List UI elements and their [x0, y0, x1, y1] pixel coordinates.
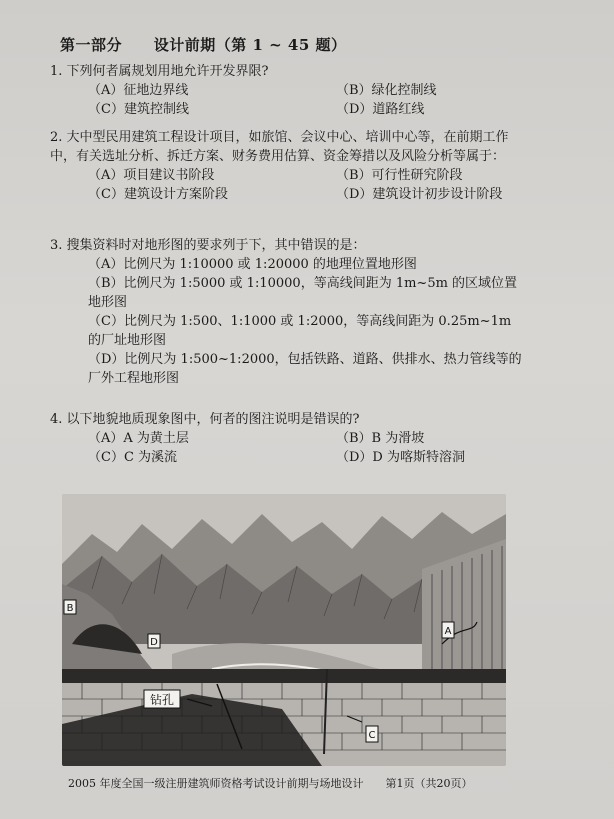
question-4: [50, 410, 584, 467]
svg-text:钻孔: 钻孔: [149, 693, 175, 707]
part-label: 第一部分: [60, 36, 123, 54]
option-a: （A）项目建议书阶段: [88, 168, 215, 183]
question-stem: 3. 搜集资料时对地形图的要求列于下，其中错误的是：: [50, 238, 366, 253]
section-heading: [60, 34, 373, 55]
label-a: [442, 622, 454, 638]
question-2: [50, 128, 584, 204]
question-1: [50, 62, 584, 119]
part-title: 设计前期（第 1 ~ 45 题）: [153, 36, 347, 54]
option-a: （A）A 为黄土层: [88, 431, 189, 446]
label-b: [64, 600, 76, 614]
option-b: （B）绿化控制线: [336, 83, 437, 98]
option-d: （D）D 为喀斯特溶洞: [336, 450, 465, 465]
option-b: （B）B 为滑坡: [336, 431, 425, 446]
figure-labels: [62, 494, 506, 766]
label-c: [366, 726, 378, 742]
option-list: [88, 255, 528, 388]
question-stem: 1. 下列何者属规划用地允许开发界限?: [50, 64, 269, 79]
option-grid: [88, 166, 584, 204]
option-b: （B）可行性研究阶段: [336, 168, 463, 183]
page-footer: 2005 年度全国一级注册建筑师资格考试设计前期与场地设计 第1页（共20页）: [68, 777, 473, 790]
svg-text:D: D: [150, 637, 158, 648]
question-stem: 2. 大中型民用建筑工程设计项目，如旅馆、会议中心、培训中心等，在前期工作中，有关选址分析、拆迁方案、财务费用估算、资金筹措以及风险分析等属于：: [50, 130, 509, 164]
question-3: [50, 236, 528, 388]
option-d: （D）道路红线: [336, 102, 425, 117]
option-c: （C）比例尺为 1:500、1:1000 或 1:2000，等高线间距为 0.25m~1m 的厂址地形图: [88, 314, 512, 348]
option-d: （D）建筑设计初步设计阶段: [336, 187, 503, 202]
svg-text:B: B: [66, 603, 74, 614]
label-drill: [144, 690, 180, 708]
option-a: （A）比例尺为 1:10000 或 1:20000 的地理位置地形图: [88, 257, 417, 272]
option-grid: [88, 81, 584, 119]
option-d: （D）比例尺为 1:500~1:2000，包括铁路、道路、供排水、热力管线等的厂外工程地形图: [88, 352, 522, 386]
geology-figure: [62, 494, 506, 766]
question-stem: 4. 以下地貌地质现象图中，何者的图注说明是错误的?: [50, 412, 360, 427]
option-a: （A）征地边界线: [88, 83, 189, 98]
svg-text:C: C: [368, 730, 376, 741]
option-c: （C）建筑控制线: [88, 102, 189, 117]
option-b: （B）比例尺为 1:5000 或 1:10000，等高线间距为 1m~5m 的区域位置地形图: [88, 276, 518, 310]
option-grid: [88, 429, 584, 467]
option-c: （C）建筑设计方案阶段: [88, 187, 228, 202]
label-d: [148, 634, 160, 648]
option-c: （C）C 为溪流: [88, 450, 178, 465]
svg-text:A: A: [444, 626, 452, 637]
